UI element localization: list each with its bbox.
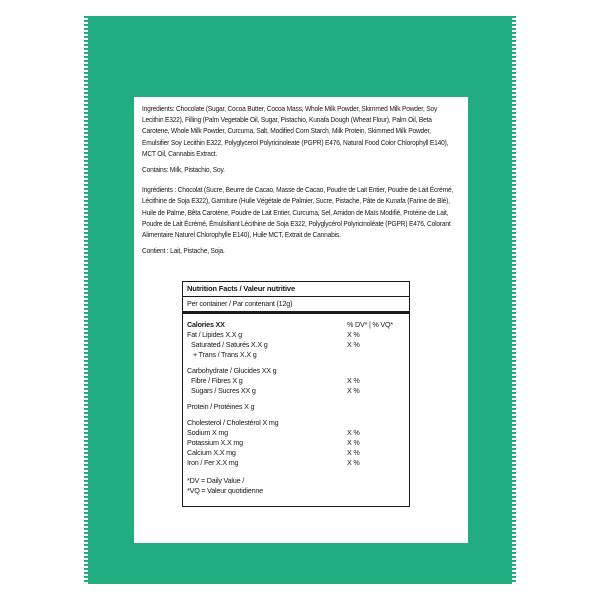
calories-label: Calories XX	[187, 320, 225, 329]
nutrient-dv: X %	[347, 458, 360, 467]
allergens-french: Contient : Lait, Pistache, Soja.	[142, 246, 225, 256]
protein-label: Protein / Protéines X g	[187, 402, 255, 411]
nutrient-dv: X %	[347, 428, 360, 437]
nutrient-row	[187, 418, 405, 428]
protein-row	[187, 402, 405, 412]
nutrient-row	[187, 376, 405, 386]
divider	[183, 296, 409, 297]
serving-size: Per container / Par contenant (12g)	[187, 299, 293, 308]
dv-header: % DV* | % VQ*	[347, 320, 393, 329]
nutrient-row	[187, 448, 405, 458]
nutrient-row	[187, 350, 405, 360]
nutrient-dv: X %	[347, 340, 360, 349]
back-label	[134, 97, 468, 543]
nutrient-dv	[347, 418, 405, 428]
pouch-right-edge	[510, 16, 516, 584]
nutrient-dv	[347, 366, 405, 376]
nutrient-row	[187, 366, 405, 376]
nutrient-dv	[347, 350, 405, 360]
nutrient-label: Carbohydrate / Glucides XX g	[187, 366, 277, 375]
footnote	[187, 476, 405, 495]
nutrient-label: Fibre / Fibres X g	[191, 376, 243, 385]
nutrient-label: + Trans / Trans X.X g	[193, 350, 257, 359]
nutrient-row	[187, 340, 405, 350]
nutrient-label: Calcium X.X mg	[187, 448, 236, 457]
nutrient-row	[187, 428, 405, 438]
nutrient-row	[187, 458, 405, 468]
nutrient-row	[187, 330, 405, 340]
nutrient-dv: X %	[347, 386, 360, 395]
nutrient-dv: X %	[347, 330, 360, 339]
nutrient-dv: X %	[347, 448, 360, 457]
nutrient-label: Fat / Lipides X.X g	[187, 330, 242, 339]
footnote-vq: *VQ = Valeur quotidienne	[187, 485, 263, 495]
nutrient-row	[187, 438, 405, 448]
footnote-dv: *DV = Daily Value /	[187, 476, 244, 485]
calories-row	[187, 320, 405, 330]
pouch-left-edge	[84, 16, 90, 584]
nutrient-label: Sodium X mg	[187, 428, 228, 437]
nutrition-facts-table	[182, 281, 410, 507]
nutrient-dv: X %	[347, 376, 360, 385]
nutrient-label: Iron / Fer X.X mg	[187, 458, 239, 467]
nutrient-label: Sugars / Sucres XX g	[191, 386, 256, 395]
ingredients-english: Ingredients: Chocolate (Sugar, Cocoa Butter, Cocoa Mass, Whole Milk Powder, Skimmed Milk Powder, Soy Lecithin E322), Filling (Palm Vegetable Oil, Sugar, Pistachio, Kunafa Dough (Wheat Flour), Palm Oil, Beta Carotene, Whole Milk Powder, Curcuma, Salt, Modified Corn Starch, Milk Protein, Skimmed Milk Powder, Emulsifier Soy Lecithin E322, Polyglycerol Polyricinoleate (PGPR) E476, Natural Food Color Chlorophyll E140), MCT Oil, Cannabis Extract.	[142, 104, 449, 158]
nutrition-title: Nutrition Facts / Valeur nutritive	[187, 284, 295, 293]
nutrient-label: Saturated / Saturés X.X g	[191, 340, 268, 349]
nutrient-label: Potassium X.X mg	[187, 438, 243, 447]
nutrient-label: Cholesterol / Cholestérol X mg	[187, 418, 279, 427]
ingredients-french: Ingrédients : Chocolat (Sucre, Beurre de Cacao, Masse de Cacao, Poudre de Lait Entier, Poudre de Lait Écrémé, Lécithine de Soja E322), Garniture (Huile Végétale de Palmier, Sucre, Pistache, Pâte de Kunafa (Farine de Blé), Huile de Palme, Bêta Carotène, Poudre de Lait Entier, Curcuma, Sel, Amidon de Maïs Modifié, Protéine de Lait, Poudre de Lait Écrémé, Émulsifiant Lécithine de Soja E322, Polyglycérol Polyricinoléate (PGPR) E476, Colorant Alimentaire Naturel Chlorophylle E140), Huile MCT, Extrait de Cannabis.	[142, 185, 454, 240]
nutrient-dv: X %	[347, 438, 360, 447]
nutrient-row	[187, 386, 405, 396]
allergens-english: Contains: Milk, Pistachio, Soy.	[142, 165, 225, 175]
divider-thick	[183, 311, 409, 314]
